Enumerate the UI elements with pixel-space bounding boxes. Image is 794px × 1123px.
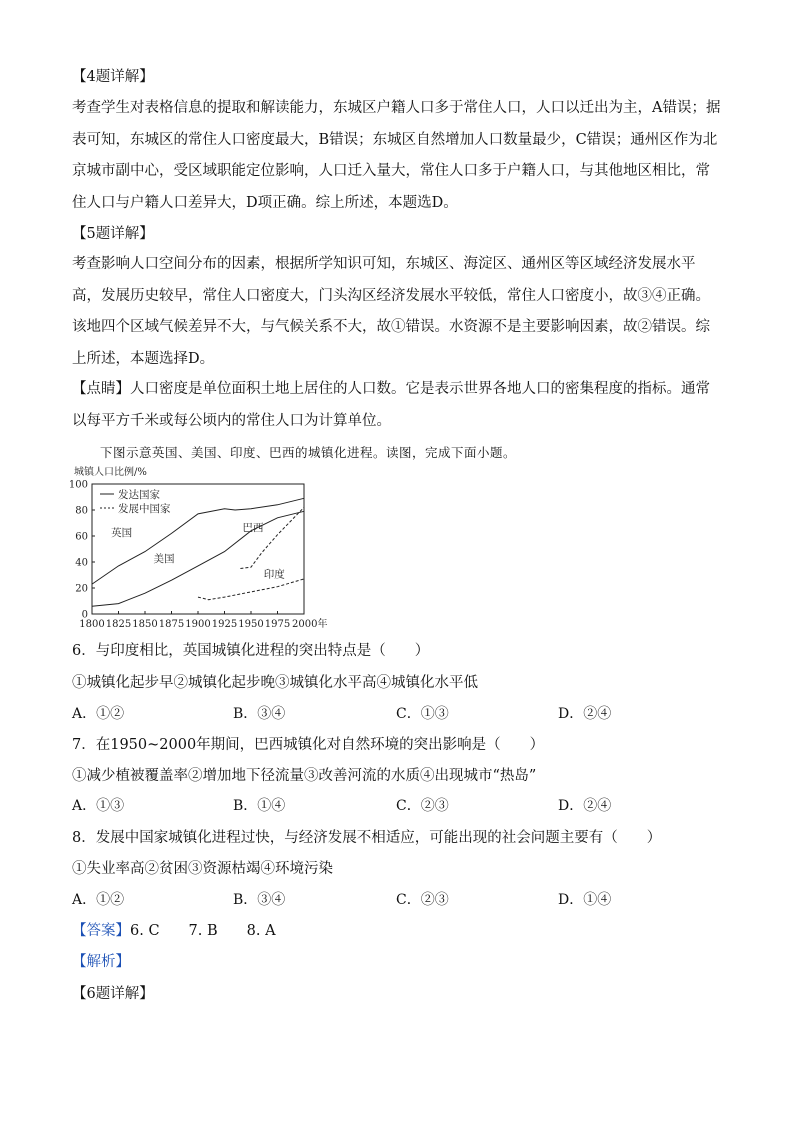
q7-option-a: A．①③	[72, 798, 125, 814]
q7-option-d: D．②④	[558, 798, 612, 814]
series-label: 英国	[111, 527, 133, 539]
urbanization-chart	[60, 462, 328, 634]
answer-line	[72, 919, 276, 940]
y-tick-label: 0	[81, 609, 88, 621]
q8-option-b: B．③④	[233, 892, 286, 908]
q8-option-d: D．①④	[558, 892, 612, 908]
series-line-美国	[92, 511, 304, 606]
x-tick-label: 1975	[264, 619, 291, 630]
q8-items: ①失业率高②贫困③资源枯竭④环境污染	[72, 861, 333, 877]
x-tick-label: 1925	[211, 619, 238, 630]
chart-caption: 下图示意英国、美国、印度、巴西的城镇化进程。读图，完成下面小题。	[100, 445, 517, 460]
q7-items: ①减少植被覆盖率②增加地下径流量③改善河流的水质④出现城市“热岛”	[72, 768, 537, 784]
legend-developing: 发展中国家	[118, 503, 171, 515]
x-tick-label: 1800	[79, 619, 105, 630]
x-tick-label: 1950	[238, 619, 264, 630]
q6-items: ①城镇化起步早②城镇化起步晚③城镇化水平高④城镇化水平低	[72, 675, 478, 691]
series-label: 巴西	[242, 521, 264, 534]
answer-tag: 【答案】	[72, 923, 130, 939]
q7-option-b: B．①④	[233, 798, 286, 814]
legend-developed: 发达国家	[118, 489, 160, 501]
q8-option-a: A．①②	[72, 892, 125, 908]
q6-option-a: A．①②	[72, 706, 125, 722]
y-tick-label: 60	[75, 531, 88, 543]
q7-stem: 7．在1950~2000年期间，巴西城镇化对自然环境的突出影响是（ ）	[72, 737, 545, 753]
q6-option-c: C．①③	[396, 706, 449, 722]
x-tick-label: 1875	[158, 619, 185, 630]
q5-explanation: 考查影响人口空间分布的因素，根据所学知识可知，东城区、海淀区、通州区等区域经济发展水平高，发展历史较早，常住人口密度大，门头沟区经济发展水平较低，常住人口密度小，故③④正确。该地四个区域气候差异不大，与气候关系不大，故①错误。水资源不是主要影响因素，故②错误。综上所述，本题选择D。	[72, 256, 710, 367]
dianjing-tag: 【点睛】	[72, 381, 130, 397]
x-tick-label: 1825	[105, 619, 132, 630]
q5-heading: 【5题详解】	[72, 226, 154, 242]
q4-explanation: 考查学生对表格信息的提取和解读能力，东城区户籍人口多于常住人口，人口以迁出为主，A错误；据表可知，东城区的常住人口密度最大，B错误；东城区自然增加人口数量最少，C错误；通州区作为北京城市副中心，受区域职能定位影响，人口迁入量大，常住人口多于户籍人口，与其他地区相比，常住人口与户籍人口差异大，D项正确。综上所述，本题选D。	[72, 100, 721, 211]
y-tick-label: 100	[68, 479, 88, 491]
y-tick-label: 20	[75, 583, 88, 595]
x-tick-label: 1900	[185, 619, 211, 630]
series-line-印度	[198, 579, 304, 600]
q7-option-c: C．②③	[396, 798, 449, 814]
x-tick-label: 2000年	[292, 619, 328, 630]
q8-option-c: C．②③	[396, 892, 449, 908]
y-tick-label: 40	[75, 557, 88, 569]
series-label: 印度	[263, 568, 285, 581]
dianjing-paragraph	[72, 374, 722, 437]
dianjing-text: 人口密度是单位面积土地上居住的人口数。它是表示世界各地人口的密集程度的指标。通常以每平方千米或每公顷内的常住人口为计算单位。	[72, 381, 710, 429]
y-tick-label: 80	[75, 505, 88, 517]
series-label: 美国	[153, 553, 175, 565]
q4-heading: 【4题详解】	[72, 69, 154, 85]
y-axis-label: 城镇人口比例/%	[74, 467, 147, 478]
q8-stem: 8．发展中国家城镇化进程过快，与经济发展不相适应，可能出现的社会问题主要有（ ）	[72, 830, 662, 846]
q6-detail-heading: 【6题详解】	[72, 986, 154, 1002]
jiexi-tag: 【解析】	[72, 954, 130, 970]
x-tick-label: 1850	[132, 619, 158, 630]
answer-values: 6. C 7. B 8. A	[130, 923, 276, 939]
q6-option-b: B．③④	[233, 706, 286, 722]
series-line-巴西	[240, 507, 304, 568]
q6-stem: 6．与印度相比，英国城镇化进程的突出特点是（ ）	[72, 643, 430, 659]
q6-option-d: D．②④	[558, 706, 612, 722]
